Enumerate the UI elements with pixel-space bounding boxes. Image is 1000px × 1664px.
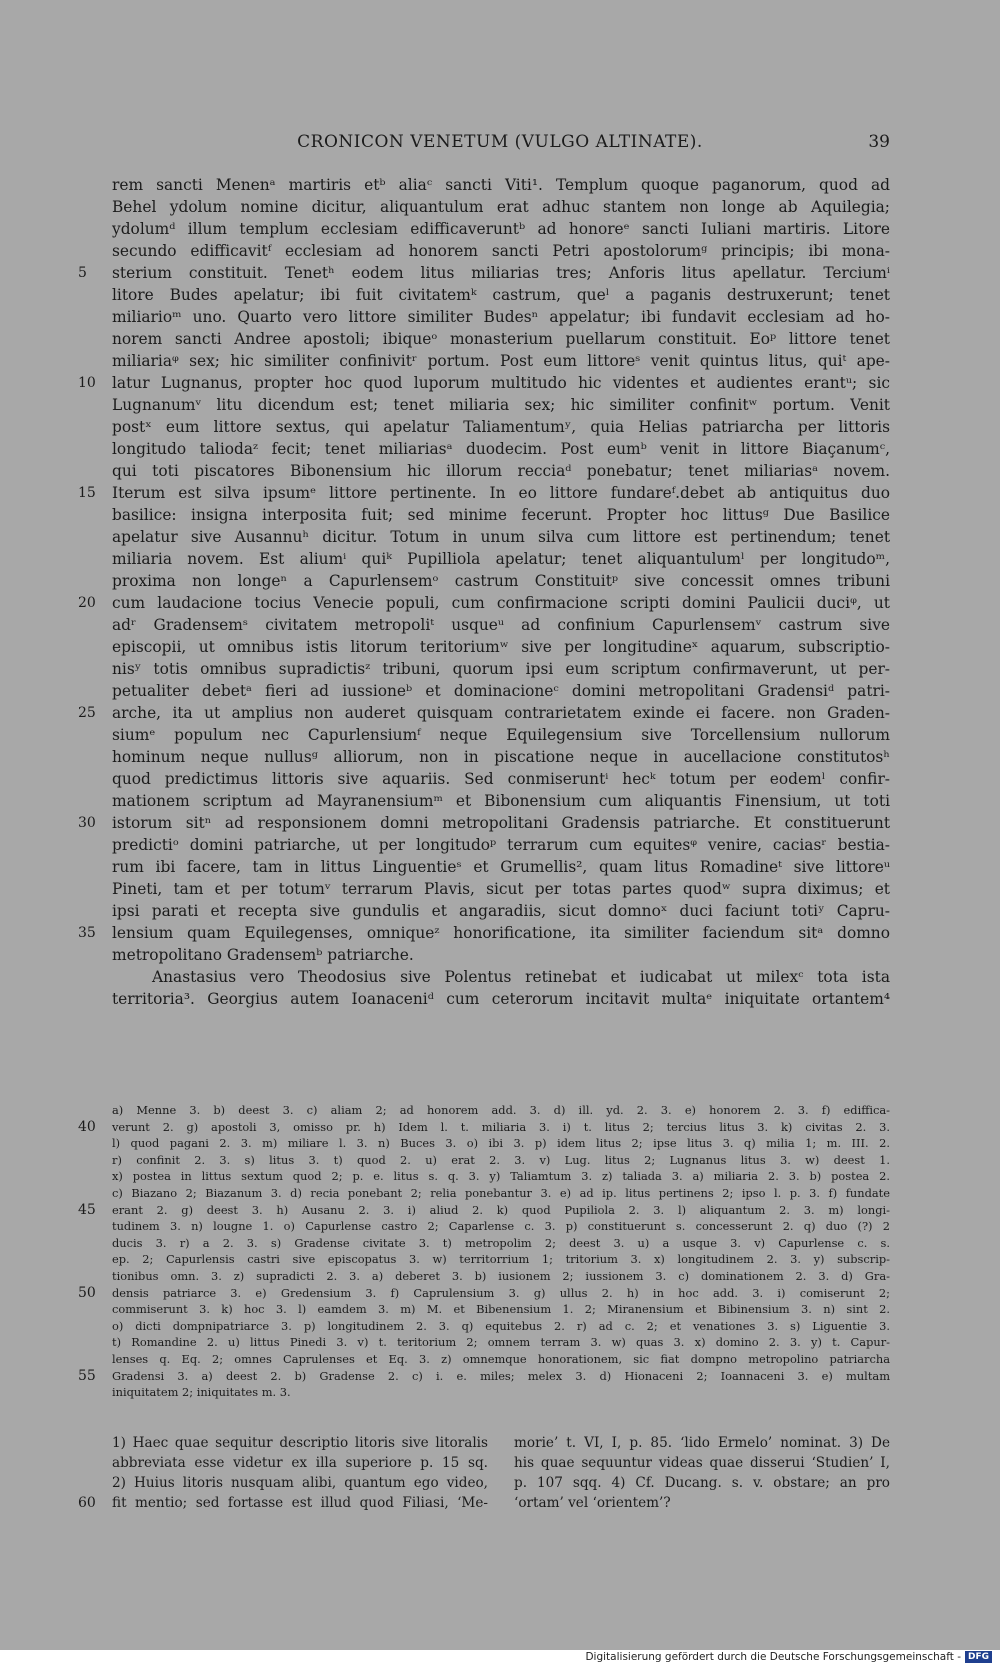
line-text: 2) Huius litoris nusquam alibi, quantum ego video, [112,1475,488,1491]
text-line [112,306,890,328]
line-text: tudinem 3. n) lougne 1. o) Capurlense castro 2; Caparlense c. 3. p) constituerunt s. concesserunt 2. q) duo (?) 2 [112,1219,890,1234]
text-line [112,614,890,636]
text-line [112,438,890,460]
line-text: petualiter debetᵃ fieri ad iussioneᵇ et dominacioneᶜ domini metropolitani Gradensiᵈ patri- [112,682,890,700]
text-line [112,504,890,526]
line-text: proxima non longeⁿ a Capurlensemᵒ castrum Constituitᵖ sive concessit omnes tribuni [112,572,890,590]
line-text: nisʸ totis omnibus supradictisᶻ tribuni, quorum ipsi eum scriptum confirmaverunt, ut per- [112,660,890,678]
line-text: litore Budes apelatur; ibi fuit civitatemᵏ castrum, queˡ a paganis destruxerunt; tenet [112,286,890,304]
main-text [78,174,890,1010]
line-text: ducis 3. r) a 2. 3. s) Gradense civitate 3. t) metropolim 2; deest 3. u) a usque 3. v) Capurlense c. s. [112,1235,890,1250]
text-line [78,1201,890,1219]
text-line [112,1235,890,1252]
running-header [110,132,890,160]
text-line [112,174,890,196]
line-number: 60 [78,1495,96,1511]
text-line [514,1493,890,1513]
line-text: ipsi parati et recepta sive gundulis et angaradiis, sicut domnoˣ duci faciunt totiʸ Capru- [112,902,890,920]
text-line [112,526,890,548]
text-line [78,482,890,504]
text-line [78,262,890,284]
text-line [78,592,890,614]
line-text: p. 107 sqq. 4) Cf. Ducang. s. v. obstare; an pro [514,1475,890,1491]
text-line [112,1168,890,1185]
line-text: Gradensi 3. a) deest 2. b) Gradense 2. c) i. e. miles; melex 3. d) Hionaceni 2; Ioannaceni 3. e) multam [112,1368,890,1383]
line-text: erant 2. g) deest 3. h) Ausanu 2. 3. i) aliud 2. k) quod Pupiliola 2. 3. l) aliquantum 2. 3. m) longi- [112,1202,890,1217]
text-line [112,658,890,680]
line-text: fit mentio; sed fortasse est illud quod Filiasi, ‘Me- [112,1495,488,1511]
line-text: episcopii, ut omnibus istis litorum teritoriumʷ sive per longitudineˣ aquarum, subscriptio- [112,638,890,656]
line-text: qui toti piscatores Bibonensium hic illorum recciaᵈ ponebatur; tenet miliariasᵃ novem. [112,462,890,480]
text-line [112,944,890,966]
text-line [112,1251,890,1268]
text-line [78,372,890,394]
line-text: secundo edifficavitᶠ ecclesiam ad honorem sancti Petri apostolorumᵍ principis; ibi mona- [112,242,890,260]
text-line [112,218,890,240]
text-line [112,878,890,900]
line-text: r) confinit 2. 3. s) litus 3. t) quod 2. u) erat 2. 3. v) Lug. litus 2; Lugnanus litus 3. w) deest 1. [112,1152,890,1167]
line-number: 30 [78,815,96,831]
line-text: densis patriarce 3. e) Gredensium 3. f) Caprulensium 3. g) ullus 2. h) in hoc add. 3. i) comiserunt 2; [112,1285,890,1300]
text-line [112,1301,890,1318]
line-text: hominum neque nullusᵍ alliorum, non in piscatione neque in aucellacione constitutosʰ [112,748,890,766]
text-line [112,1318,890,1335]
text-line [112,1135,890,1152]
text-line [112,834,890,856]
line-text: tionibus omn. 3. z) supradicti 2. 3. a) deberet 3. b) iusionem 2; iussionem 3. c) dominationem 2. 3. d) Gra- [112,1268,890,1283]
line-text: predictiᵒ domini patriarche, ut per longitudoᵖ terrarum cum equitesᵠ venire, caciasʳ bestia- [112,836,890,854]
text-line [78,702,890,724]
line-text: o) dicti dompnipatriarce 3. p) longitudinem 2. 3. q) equitebus 2. r) ad c. 2; et venationes 3. s) Liguentie 3. [112,1318,890,1333]
line-text: territoria³. Georgius autem Ioanaceniᵈ cum ceterorum incitavit multaᵉ iniquitate ortantem⁴ [112,990,890,1008]
line-text: adʳ Gradensemˢ civitatem metropoliᵗ usqueᵘ ad confinium Capurlensemᵛ castrum sive [112,616,890,634]
line-text: abbreviata esse videtur ex illa superiore p. 15 sq. [112,1455,488,1471]
text-line [112,790,890,812]
text-line [78,922,890,944]
line-text: miliaria novem. Est aliumⁱ quiᵏ Pupilliola apelatur; tenet aliquantulumˡ per longitudoᵐ, [112,550,890,568]
text-line [112,768,890,790]
line-text: arche, ita ut amplius non auderet quisquam contrarietatem exinde ei facere. non Graden- [112,704,890,722]
line-text: 1) Haec quae sequitur descriptio litoris sive litoralis [112,1435,488,1451]
text-line [112,1453,488,1473]
text-line [112,1384,890,1401]
text-line [112,328,890,350]
text-line [112,1102,890,1119]
line-number: 50 [78,1284,96,1301]
line-text: basilice: insigna interposita fuit; sed minime fecerunt. Propter hoc littusᵍ Due Basilice [112,506,890,524]
footnotes-right-column [514,1433,890,1513]
text-line [112,966,890,988]
text-line [112,350,890,372]
line-text: miliarioᵐ uno. Quarto vero littore similiter Budesⁿ appelatur; ibi fundavit ecclesiam ad ho- [112,308,890,326]
line-number: 5 [78,265,87,281]
text-line [112,570,890,592]
line-number: 40 [78,1118,96,1135]
line-text: verunt 2. g) apostoli 3, omisso pr. h) Idem l. t. miliaria 3. i) t. litus 2; tercius litus 3. k) civitas 2. 3. [112,1119,890,1134]
text-line [112,240,890,262]
text-line [112,724,890,746]
text-line [112,1152,890,1169]
text-line [112,548,890,570]
line-number: 10 [78,375,96,391]
line-text: rum ibi facere, tam in littus Linguentieˢ et Grumellis², quam litus Romadineᵗ sive littoreᵘ [112,858,890,876]
line-text: latur Lugnanus, propter hoc quod luporum multitudo hic videntes et audientes erantᵘ; sic [112,374,890,392]
text-line [112,636,890,658]
line-number: 35 [78,925,96,941]
text-line [112,1433,488,1453]
critical-apparatus [78,1102,890,1401]
line-number: 20 [78,595,96,611]
text-line [514,1473,890,1493]
line-text: apelatur sive Ausannuʰ dicitur. Totum in unum silva cum littore est pertinendum; tenet [112,528,890,546]
line-text: l) quod pagani 2. 3. m) miliare l. 3. n) Buces 3. o) ibi 3. p) idem litus 2; ipse litus 3. q) milia 1; m. III. 2. [112,1136,890,1151]
credit-text: Digitalisierung gefördert durch die Deutsche Forschungsgemeinschaft - [585,1651,961,1663]
line-text: x) postea in littus sextum quod 2; p. e. litus s. q. 3. y) Taliamtum 3. z) taliada 3. a) miliaria 2. 3. b) postea 2. [112,1169,890,1184]
line-text: rem sancti Menenᵃ martiris etᵇ aliaᶜ sancti Viti¹. Templum quoque paganorum, quod ad [112,176,890,194]
footnotes-left-column [78,1433,488,1513]
text-line [78,1118,890,1136]
line-number: 15 [78,485,96,501]
line-text: quod predictimus littoris sive aquariis. Sed conmiseruntⁱ hecᵏ totum per eodemˡ confir- [112,770,890,788]
digitization-credit [585,1650,992,1664]
line-text: miliariaᵠ sex; hic similiter confinivitʳ portum. Post eum littoreˢ venit quintus litus, quiᵗ ape- [112,352,890,370]
line-text: iniquitatem 2; iniquitates m. 3. [112,1385,291,1400]
text-line [112,856,890,878]
dfg-logo: DFG [965,1651,992,1663]
text-line [112,394,890,416]
text-line [112,1351,890,1368]
text-line [78,812,890,834]
text-line [112,460,890,482]
line-text: longitudo taliodaᶻ fecit; tenet miliariasᵃ duodecim. Post eumᵇ venit in littore Biaçanumᶜ, [112,440,890,458]
text-line [112,900,890,922]
line-number: 25 [78,705,96,721]
line-text: t) Romandine 2. u) littus Pinedi 3. v) t. teritorium 2; omnem terram 3. w) quas 3. x) domino 2. 3. y) t. Capur- [112,1335,890,1350]
line-text: siumᵉ populum nec Capurlensiumᶠ neque Equilegensium sive Torcellensium nullorum [112,726,890,744]
line-text: Lugnanumᵛ litu dicendum est; tenet miliaria sex; hic similiter confinitʷ portum. Venit [112,396,890,414]
page-number: 39 [868,132,890,152]
text-line [514,1453,890,1473]
line-text: his quae sequuntur videas quae disserui ‘Studien’ I, [514,1455,890,1471]
line-text: morie’ t. VI, I, p. 85. ‘lido Ermelo’ nominat. 3) De [514,1435,890,1451]
text-line [112,1473,488,1493]
text-line [112,680,890,702]
line-number: 55 [78,1367,96,1384]
text-line [112,746,890,768]
line-text: c) Biazano 2; Biazanum 3. d) recia ponebant 2; relia ponebantur 3. e) ad ip. litus pertinens 2; ipso l. p. 3. f) fundate [112,1185,890,1200]
text-line [112,284,890,306]
text-line [78,1493,488,1513]
text-line [112,196,890,218]
text-line [112,988,890,1010]
line-text: Behel ydolum nomine dicitur, aliquantulum erat adhuc stantem non longe ab Aquilegia; [112,198,890,216]
text-line [112,1185,890,1202]
line-text: Iterum est silva ipsumᵉ littore pertinente. In eo littore fundareᶠ.debet ab antiquitus duo [112,484,890,502]
line-text: sterium constituit. Tenetʰ eodem litus miliarias tres; Anforis litus apellatur. Terciumⁱ [112,264,890,282]
line-text: a) Menne 3. b) deest 3. c) aliam 2; ad honorem add. 3. d) ill. yd. 2. 3. e) honorem 2. 3. f) ediffica- [112,1103,890,1117]
text-line [514,1433,890,1453]
line-text: lenses q. Eq. 2; omnes Caprulenses et Eq. 3. z) omnemque honorationem, sic fiat dompno metropolino patriarcha [112,1351,890,1366]
text-line [112,1268,890,1285]
text-line [112,1334,890,1351]
text-line [112,1218,890,1235]
line-text: Pineti, tam et per totumᵛ terrarum Plavis, sicut per totas partes quodʷ supra diximus; et [112,880,890,898]
text-line [78,1284,890,1302]
line-text: cum laudacione tocius Venecie populi, cum confirmacione scripti domini Paulicii duciᵠ, ut [112,594,890,612]
line-text: norem sancti Andree apostoli; ibiqueᵒ monasterium puellarum constituit. Eoᵖ littore tenet [112,330,890,348]
line-text: lensium quam Equilegenses, omniqueᶻ honorificatione, ita similiter faciendum sitᵃ domno [112,924,890,942]
text-line [78,1367,890,1385]
line-text: ydolumᵈ illum templum ecclesiam edifficaveruntᵇ ad honoreᵉ sancti Iuliani martiris. Litore [112,220,890,238]
line-text: ‘ortam’ vel ‘orientem’? [514,1495,671,1511]
line-text: mationem scriptum ad Mayranensiumᵐ et Bibonensium cum aliquantis Finensium, ut toti [112,792,890,810]
line-text: postˣ eum littore sextus, qui apelatur Taliamentumʸ, quia Helias patriarcha per littoris [112,418,890,436]
line-text: commiserunt 3. k) hoc 3. l) eamdem 3. m) M. et Bibenensium 1. 2; Miranensium et Bibinensium 3. n) sint 2. [112,1302,890,1317]
line-text: metropolitano Gradensemᵇ patriarche. [112,946,414,964]
line-text: Anastasius vero Theodosius sive Polentus retinebat et iudicabat ut milexᶜ tota ista [152,968,890,986]
line-number: 45 [78,1201,96,1218]
text-line [112,416,890,438]
line-text: istorum sitⁿ ad responsionem domni metropolitani Gradensis patriarche. Et constituerunt [112,814,890,832]
running-title: CRONICON VENETUM (VULGO ALTINATE). [297,132,703,152]
line-text: ep. 2; Capurlensis castri sive episcopatus 3. w) territorrium 1; tritorium 3. x) longitudinem 2. 3. y) subscrip- [112,1252,890,1267]
